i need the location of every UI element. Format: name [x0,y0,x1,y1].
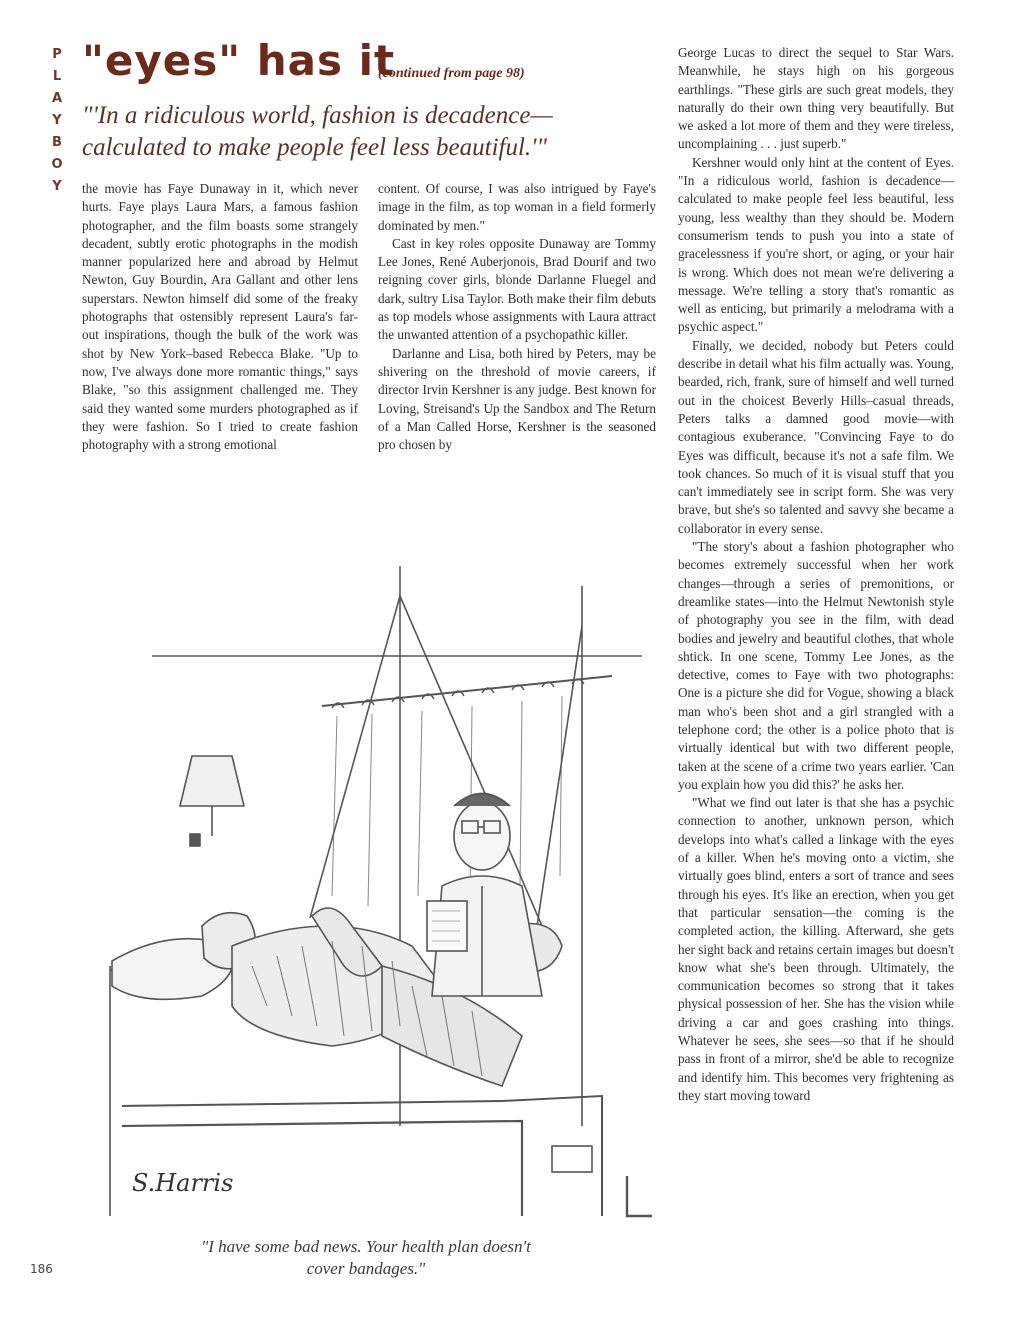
pull-quote: "'In a ridiculous world, fashion is decadence—calculated to make people feel less beautiful.'" [82,102,553,161]
magazine-letter: B [52,135,62,150]
paragraph: George Lucas to direct the sequel to Star Wars. Meanwhile, he stays high on his gorgeous earthlings. "These girls are such great models, they naturally do their own thing very beautifully. But we asked a lot more of them and they were tireless, uncomplaining . . . just superb." [678,45,954,152]
magazine-letter: O [51,157,63,172]
magazine-letter: Y [52,179,62,194]
paragraph: "What we find out later is that she has a psychic connection to another, unknown person, which develops into what's called a linkage with the eyes of a killer. When he's moving onto a victim, she virtually goes blind, enters a sort of trance and sees through his eyes. It's like an erection, when you get that particular sensation—the coming is the completed action, the killing. Afterward, she gets her sight back and retains certain images but doesn't know what she's been through. Ultimately, the communication becomes so strong that it takes physical possession of her. She has the vision while driving a car and goes crashing into things. Whatever he sees, she sees—so that if he should pass in front of a mirror, she'd be able to recognize and identify him. This becomes very frightening as they start moving toward [678,795,954,1103]
magazine-letter: A [51,91,63,106]
article-column-1 [82,180,358,454]
article-headline: "eyes" has it [82,36,396,85]
cartoon-caption: "I have some bad news. Your health plan doesn't cover bandages." [201,1237,531,1278]
paragraph: "The story's about a fashion photographer who becomes extremely successful when her work changes—through a series of premonitions, or dreamlike states—into the Helmut Newtonish style of photography you see in the film, with dead bodies and jewelry and beautiful clothes, that whole shtick. In one scene, Tommy Lee Jones, as the detective, comes to Faye with two photographs: One is a picture she did for Vogue, showing a black man who's been shot and a girl strangled with a telephone cord; the other is a police photo that is virtually identical but with two different people, taken at the scene of a crime two years earlier. 'Can you explain how you did this?' he asks her. [678,539,954,792]
cartoon-illustration [82,566,658,1220]
hospital-scene-drawing [82,566,658,1220]
paragraph: the movie has Faye Dunaway in it, which never hurts. Faye plays Laura Mars, a famous fashion photographer, and the film boasts some strangely decadent, subtly erotic photographs in the modish manner popularized here and abroad by Helmut Newton, Guy Bourdin, Ara Gallant and other lens superstars. Newton himself did some of the freaky photographs that ostensibly represent Laura's far-out inspirations, though the bulk of the work was shot by New York–based Rebecca Blake. "Up to now, I've always done more romantic things," says Blake, "so this assignment challenged me. They said they wanted some murders photographed as if they were fashion. So I tried to create fashion photography with a strong emotional [82,181,358,453]
artist-signature: S.Harris [132,1169,234,1197]
paragraph: Kershner would only hint at the content of Eyes. "In a ridiculous world, fashion is decadence—calculated to make people feel less beautiful, less young, less wealthy than they should be. Modern consumerism tends to push you into a state of gracelessness if you're short, or aging, or your hair is wrong. Which does not mean we're delivering a message. We're telling a story that's romantic as well as enticing, but primarily a melodrama with a psychic aspect." [678,154,954,335]
continued-from-note: (continued from page 98) [378,66,525,81]
magazine-name-vertical [50,44,64,198]
paragraph: Cast in key roles opposite Dunaway are Tommy Lee Jones, René Auberjonois, Brad Dourif and two reigning cover girls, blonde Darlanne Fluegel and dark, sultry Lisa Taylor. Both make their film debuts as top models whose assignments with Laura attract the unwanted attention of a psychopathic killer. [378,235,656,343]
magazine-letter: P [52,47,62,62]
paragraph: Darlanne and Lisa, both hired by Peters, may be shivering on the threshold of movie careers, if director Irvin Kershner is any judge. Best known for Loving, Streisand's Up the Sandbox and The Return of a Man Called Horse, Kershner is the seasoned pro chosen by [378,345,656,453]
magazine-letter: L [52,69,62,84]
article-column-3 [678,44,954,1105]
paragraph: content. Of course, I was also intrigued by Faye's image in the film, as top woman in a field formerly dominated by men." [378,181,656,233]
magazine-letter: Y [52,113,62,128]
paragraph: Finally, we decided, nobody but Peters could describe in detail what his film actually was. Young, bearded, rich, frank, sure of himself and well turned out in the choicest Beverly Hills–casual threads, Peters talks a damned good movie—with contagious exuberance. "Convincing Faye to do Eyes was difficult, because it's not a safe film. We took chances. So much of it is visual stuff that you can't immediately see in script form. She was very brave, but she's so talented and savvy she became a collaborator in every sense. [678,337,954,536]
article-column-2 [378,180,656,454]
page-number: 186 [30,1262,53,1276]
